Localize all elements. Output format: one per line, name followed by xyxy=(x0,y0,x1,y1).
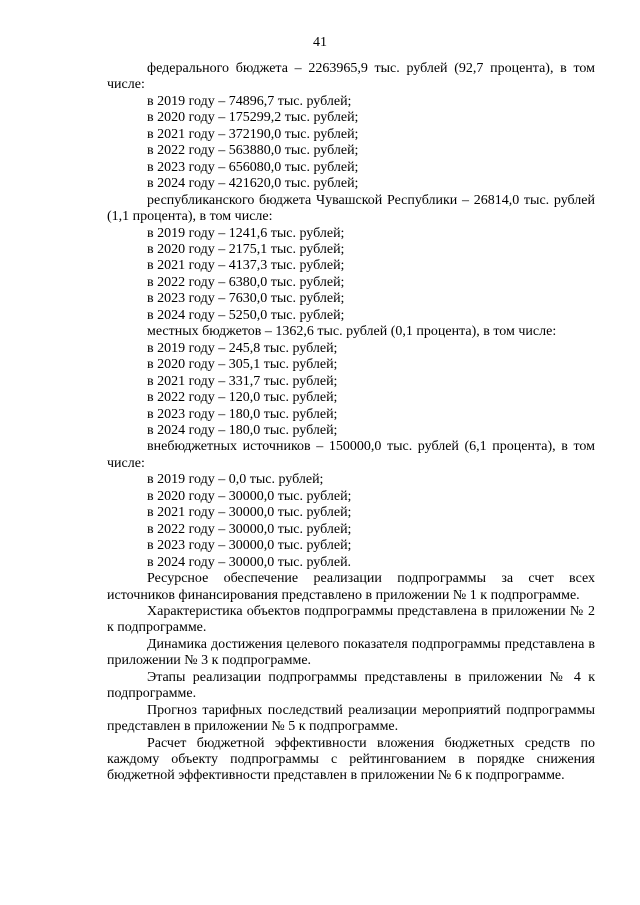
list-line: в 2023 году – 656080,0 тыс. рублей; xyxy=(147,159,359,175)
paragraph: внебюджетных источников – 150000,0 тыс. рублей (6,1 процента), в том числе: xyxy=(107,439,595,471)
list-line: в 2020 году – 305,1 тыс. рублей; xyxy=(147,357,338,373)
paragraph: республиканского бюджета Чувашской Республики – 26814,0 тыс. рублей (1,1 процента), в том числе: xyxy=(107,192,595,225)
list-line: в 2019 году – 1241,6 тыс. рублей; xyxy=(147,225,345,241)
list-line: в 2024 году – 5250,0 тыс. рублей; xyxy=(147,307,345,323)
list-line: в 2021 году – 372190,0 тыс. рублей; xyxy=(147,126,359,142)
list-line: в 2023 году – 30000,0 тыс. рублей; xyxy=(147,538,352,554)
list-line: в 2021 году – 30000,0 тыс. рублей; xyxy=(147,505,352,521)
list-line: в 2022 году – 563880,0 тыс. рублей; xyxy=(147,143,359,159)
list-line: в 2024 году – 30000,0 тыс. рублей. xyxy=(147,554,352,570)
list-line: в 2021 году – 4137,3 тыс. рублей; xyxy=(147,258,345,274)
list-line: в 2019 году – 74896,7 тыс. рублей; xyxy=(147,93,352,109)
paragraph: Ресурсное обеспечение реализации подпрограммы за счет всех источников финансирования представлено в приложении № 1 к подпрограмме. xyxy=(107,571,595,603)
list-line: в 2024 году – 180,0 тыс. рублей; xyxy=(147,422,338,438)
paragraph: федерального бюджета – 2263965,9 тыс. рублей (92,7 процента), в том числе: xyxy=(107,61,595,93)
list-line: в 2021 году – 331,7 тыс. рублей; xyxy=(147,373,338,389)
list-line: местных бюджетов – 1362,6 тыс. рублей (0,1 процента), в том числе: xyxy=(147,324,557,340)
list-line: в 2019 году – 0,0 тыс. рублей; xyxy=(147,472,324,488)
list-line: в 2022 году – 30000,0 тыс. рублей; xyxy=(147,521,352,537)
list-line: в 2022 году – 6380,0 тыс. рублей; xyxy=(147,274,345,290)
paragraph: Расчет бюджетной эффективности вложения бюджетных средств по каждому объекту подпрограммы с рейтингованием в порядке снижения бюджетной эффективности представлен в приложении № 6 к подпрограмме. xyxy=(107,735,595,784)
list-line: в 2020 году – 2175,1 тыс. рублей; xyxy=(147,241,345,257)
list-line: в 2020 году – 175299,2 тыс. рублей; xyxy=(147,110,359,126)
list-line: в 2024 году – 421620,0 тыс. рублей; xyxy=(147,176,359,192)
paragraph: Динамика достижения целевого показателя подпрограммы представлена в приложении № 3 к подпрограмме. xyxy=(107,636,595,669)
list-line: в 2023 году – 180,0 тыс. рублей; xyxy=(147,406,338,422)
document-body xyxy=(107,61,595,785)
list-line: в 2019 году – 245,8 тыс. рублей; xyxy=(147,340,338,356)
list-line: в 2020 году – 30000,0 тыс. рублей; xyxy=(147,488,352,504)
paragraph: Этапы реализации подпрограммы представлены в приложении № 4 к подпрограмме. xyxy=(107,669,595,702)
paragraph: Характеристика объектов подпрограммы представлена в приложении № 2 к подпрограмме. xyxy=(107,603,595,636)
list-line: в 2022 году – 120,0 тыс. рублей; xyxy=(147,390,338,406)
list-line: в 2023 году – 7630,0 тыс. рублей; xyxy=(147,291,345,307)
page-number: 41 xyxy=(313,35,327,50)
paragraph: Прогноз тарифных последствий реализации мероприятий подпрограммы представлен в приложении № 5 к подпрограмме. xyxy=(107,702,595,735)
